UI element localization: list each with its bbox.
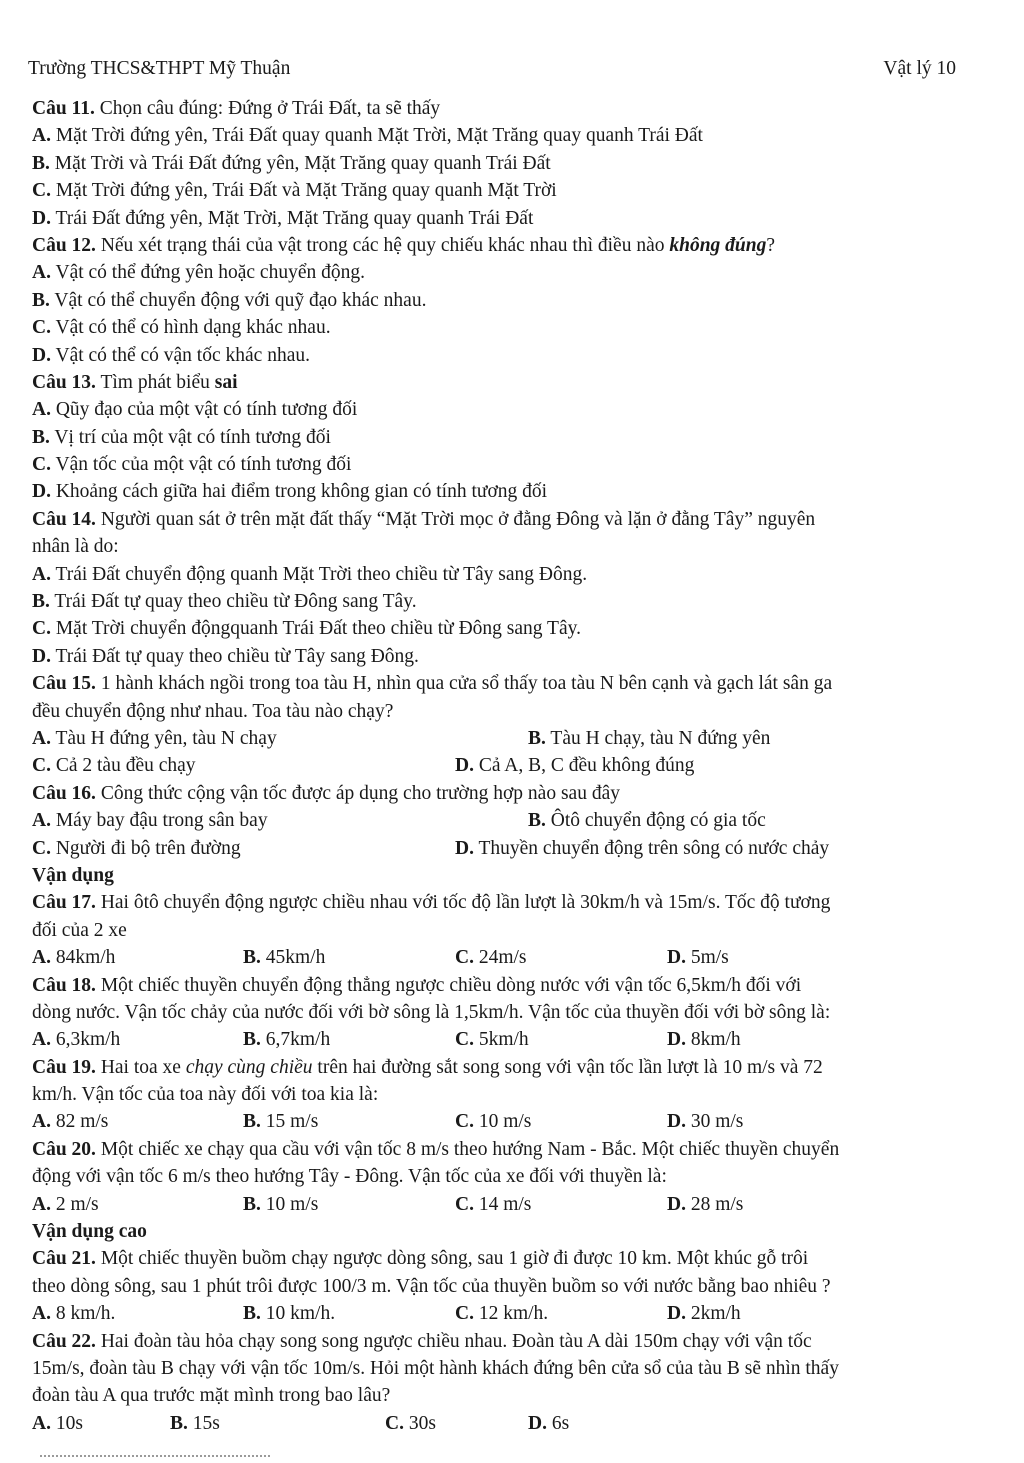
option-text: Người đi bộ trên đường [50,837,241,859]
option-label: D. [32,645,51,667]
question-17-stem [0,889,1024,916]
option-text: 2 m/s [50,1193,99,1215]
option-label: C. [455,1193,474,1215]
question-text: 15m/s, đoàn tàu B chạy với vận tốc 10m/s. Hỏi một hành khách đứng bên cửa sổ của tàu B sẽ nhìn thấy [32,1357,839,1379]
option-label: B. [528,727,546,749]
question-13-option-a [0,396,1024,423]
option-label: A. [32,563,51,585]
option-text: 10 m/s [260,1193,319,1215]
question-text: Công thức cộng vận tốc được áp dụng cho trường hợp nào sau đây [95,782,620,804]
question-text: 1 hành khách ngồi trong toa tàu H, nhìn qua cửa sổ thấy toa tàu N bên cạnh và gạch lát sân ga [95,673,833,695]
option-label: A. [32,1111,51,1133]
question-12-option-a [0,259,1024,286]
option-label: D. [667,1303,686,1325]
question-13-option-b [0,424,1024,451]
option-label: D. [32,344,51,366]
section-heading-van-dung-cao [0,1218,1024,1245]
option-label: C. [455,1029,474,1051]
option-label: D. [528,1412,547,1434]
subject-name: Vật lý 10 [883,58,956,79]
question-13-option-d [0,478,1024,505]
option-text: 10s [50,1412,83,1434]
question-text: Một chiếc xe chạy qua cầu với vận tốc 8 m/s theo hướng Nam - Bắc. Một chiếc thuyền chuyển [95,1138,840,1160]
question-16-options-ab [0,807,1024,834]
option-label: A. [32,1303,51,1325]
option-text: 28 m/s [685,1193,744,1215]
option-text: Tàu H chạy, tàu N đứng yên [545,727,771,749]
question-12-stem [0,232,1024,259]
question-text: Một chiếc thuyền buồm chạy ngược dòng sông, sau 1 giờ đi được 10 km. Một khúc gỗ trôi [95,1248,809,1270]
question-13-option-c [0,451,1024,478]
question-number: Câu 16. [32,782,96,804]
option-text: 15 m/s [260,1111,319,1133]
question-list [0,95,1024,1437]
page-footer-divider [40,1455,270,1457]
option-label: C. [455,1111,474,1133]
option-label: A. [32,810,51,832]
option-label: B. [243,1111,261,1133]
question-21-stem [0,1245,1024,1272]
option-text: 6s [546,1412,570,1434]
option-text: 10 km/h. [260,1303,336,1325]
option-text: 8km/h [685,1029,741,1051]
option-label: D. [667,1193,686,1215]
option-label: C. [455,947,474,969]
option-label: D. [455,837,474,859]
question-12-option-b [0,287,1024,314]
option-text: 82 m/s [50,1111,109,1133]
question-text: động với vận tốc 6 m/s theo hướng Tây - Đông. Vận tốc của xe đối với thuyền là: [32,1166,667,1188]
option-label: A. [32,1193,51,1215]
option-label: A. [32,1412,51,1434]
option-text: Thuyền chuyển động trên sông có nước chảy [473,837,830,859]
option-label: B. [528,810,546,832]
option-label: B. [243,1303,261,1325]
option-label: C. [32,755,51,777]
question-number: Câu 22. [32,1330,96,1352]
question-18-stem [0,972,1024,999]
question-14-option-c [0,615,1024,642]
section-title: Vận dụng cao [32,1221,147,1243]
question-text: trên hai đường sắt song song với vận tốc lần lượt là 10 m/s và 72 [312,1056,823,1078]
question-20-options [0,1191,1024,1218]
question-text: nhân là do: [32,536,119,558]
question-19-options [0,1108,1024,1135]
option-label: A. [32,262,51,284]
question-number: Câu 15. [32,673,96,695]
option-label: C. [32,618,51,640]
option-text: 8 km/h. [50,1303,116,1325]
question-text: đối của 2 xe [32,919,127,941]
option-text: Khoảng cách giữa hai điểm trong không gian có tính tương đối [50,481,548,503]
option-label: D. [667,1111,686,1133]
question-15-options-ab [0,725,1024,752]
page-header [28,58,956,84]
option-text: Vật có thể có hình dạng khác nhau. [50,317,331,339]
question-number: Câu 17. [32,892,96,914]
emphasis-text: không đúng [669,234,767,256]
question-14-stem-cont [0,533,1024,560]
option-text: 5m/s [685,947,729,969]
option-text: Máy bay đậu trong sân bay [50,810,268,832]
option-text: Vật có thể chuyển động với quỹ đạo khác nhau. [49,289,427,311]
option-text: 15s [187,1412,220,1434]
option-text: 5km/h [473,1029,529,1051]
question-text: km/h. Vận tốc của toa này đối với toa kia là: [32,1084,379,1106]
question-21-options [0,1300,1024,1327]
option-text: 30 m/s [685,1111,744,1133]
option-text: Trái Đất tự quay theo chiều từ Đông sang Tây. [49,591,417,613]
option-text: 12 km/h. [473,1303,549,1325]
option-text: Mặt Trời đứng yên, Trái Đất quay quanh Mặt Trời, Mặt Trăng quay quanh Trái Đất [50,125,703,147]
option-text: 24m/s [473,947,527,969]
question-14-option-a [0,561,1024,588]
option-label: C. [32,454,51,476]
question-16-options-cd [0,835,1024,862]
question-text: Hai đoàn tàu hỏa chạy song song ngược chiều nhau. Đoàn tàu A dài 150m chạy với vận tốc [95,1330,812,1352]
question-number: Câu 18. [32,974,96,996]
option-text: Trái Đất đứng yên, Mặt Trời, Mặt Trăng quay quanh Trái Đất [50,207,534,229]
option-label: C. [455,1303,474,1325]
question-16-stem [0,780,1024,807]
option-text: 2km/h [685,1303,741,1325]
school-name: Trường THCS&THPT Mỹ Thuận [28,58,291,79]
question-11-option-c [0,177,1024,204]
question-number: Câu 11. [32,98,95,119]
option-label: D. [455,755,474,777]
question-11-option-a [0,122,1024,149]
emphasis-text: chạy cùng chiều [185,1056,313,1078]
question-text: Nếu xét trạng thái của vật trong các hệ quy chiếu khác nhau thì điều nào [95,234,670,256]
option-label: B. [32,426,50,448]
question-11-option-d [0,205,1024,232]
option-text: 10 m/s [473,1111,532,1133]
emphasis-text: sai [214,371,238,393]
question-11-stem [0,95,1024,122]
question-text: Tìm phát biểu [95,371,215,393]
option-text: Vật có thể đứng yên hoặc chuyển động. [50,262,365,284]
option-label: D. [32,207,51,229]
option-text: Cả 2 tàu đều chạy [50,755,196,777]
option-text: 6,3km/h [50,1029,121,1051]
question-13-stem [0,369,1024,396]
question-text: Người quan sát ở trên mặt đất thấy “Mặt Trời mọc ở đằng Đông và lặn ở đằng Tây” nguyên [95,508,816,530]
option-text: 6,7km/h [260,1029,331,1051]
question-15-stem [0,670,1024,697]
question-22-stem-cont-2 [0,1382,1024,1409]
question-19-stem-cont [0,1081,1024,1108]
question-14-stem [0,506,1024,533]
question-17-options [0,944,1024,971]
option-text: Mặt Trời và Trái Đất đứng yên, Mặt Trăng quay quanh Trái Đất [49,152,551,174]
option-text: Ôtô chuyển động có gia tốc [545,810,766,832]
question-14-option-b [0,588,1024,615]
question-number: Câu 12. [32,234,96,256]
option-label: C. [32,317,51,339]
question-number: Câu 19. [32,1056,96,1078]
question-20-stem-cont [0,1163,1024,1190]
question-text: theo dòng sông, sau 1 phút trôi được 100/3 m. Vận tốc của thuyền buồm so với nước bằng bao nhiêu ? [32,1275,831,1297]
option-label: D. [667,947,686,969]
option-label: C. [32,837,51,859]
question-text: Một chiếc thuyền chuyển động thẳng ngược chiều dòng nước với vận tốc 6,5km/h đối với [95,974,802,996]
section-heading-van-dung [0,862,1024,889]
question-14-option-d [0,643,1024,670]
option-text: Vận tốc của một vật có tính tương đối [50,454,352,476]
question-number: Câu 13. [32,371,96,393]
option-label: B. [32,289,50,311]
question-number: Câu 14. [32,508,96,530]
question-text-end: ? [766,234,776,256]
question-22-stem-cont [0,1355,1024,1382]
option-text: 45km/h [260,947,326,969]
option-text: 30s [403,1412,436,1434]
question-12-option-c [0,314,1024,341]
question-20-stem [0,1136,1024,1163]
option-text: Mặt Trời chuyển độngquanh Trái Đất theo chiều từ Đông sang Tây. [50,618,581,640]
option-text: Vật có thể có vận tốc khác nhau. [50,344,310,366]
question-text: đoàn tàu A qua trước mặt mình trong bao lâu? [32,1385,391,1407]
option-label: D. [667,1029,686,1051]
option-text: 84km/h [50,947,116,969]
option-label: C. [385,1412,404,1434]
question-18-stem-cont [0,999,1024,1026]
option-label: A. [32,947,51,969]
question-17-stem-cont [0,917,1024,944]
option-text: Mặt Trời đứng yên, Trái Đất và Mặt Trăng quay quanh Mặt Trời [50,180,557,202]
option-label: B. [243,1029,261,1051]
option-text: Cả A, B, C đều không đúng [473,755,695,777]
question-text: Hai ôtô chuyển động ngược chiều nhau với tốc độ lần lượt là 30km/h và 15m/s. Tốc độ tương [95,892,831,914]
option-label: C. [32,180,51,202]
question-text: dòng nước. Vận tốc chảy của nước đối với bờ sông là 1,5km/h. Vận tốc của thuyền đối với bờ sông là: [32,1001,831,1023]
option-label: A. [32,727,51,749]
question-text: Chọn câu đúng: Đứng ở Trái Đất, ta sẽ thấy [94,98,441,119]
option-text: 14 m/s [473,1193,532,1215]
section-title: Vận dụng [32,864,114,886]
question-22-options [0,1410,1024,1437]
question-text: Hai toa xe [95,1056,186,1078]
option-text: Trái Đất chuyển động quanh Mặt Trời theo chiều từ Tây sang Đông. [50,563,588,585]
option-label: A. [32,1029,51,1051]
question-number: Câu 20. [32,1138,96,1160]
option-text: Qũy đạo của một vật có tính tương đối [50,399,358,421]
option-label: A. [32,125,51,147]
option-label: B. [243,1193,261,1215]
option-text: Trái Đất tự quay theo chiều từ Tây sang Đông. [50,645,419,667]
question-18-options [0,1026,1024,1053]
option-text: Tàu H đứng yên, tàu N chạy [50,727,277,749]
question-21-stem-cont [0,1273,1024,1300]
question-text: đều chuyển động như nhau. Toa tàu nào chạy? [32,700,394,722]
option-label: B. [243,947,261,969]
option-label: B. [32,591,50,613]
option-text: Vị trí của một vật có tính tương đối [49,426,331,448]
question-12-option-d [0,342,1024,369]
question-15-options-cd [0,752,1024,779]
option-label: B. [32,152,50,174]
question-19-stem [0,1054,1024,1081]
option-label: B. [170,1412,188,1434]
option-label: D. [32,481,51,503]
question-11-option-b [0,150,1024,177]
option-label: A. [32,399,51,421]
question-number: Câu 21. [32,1248,96,1270]
question-15-stem-cont [0,698,1024,725]
question-22-stem [0,1328,1024,1355]
